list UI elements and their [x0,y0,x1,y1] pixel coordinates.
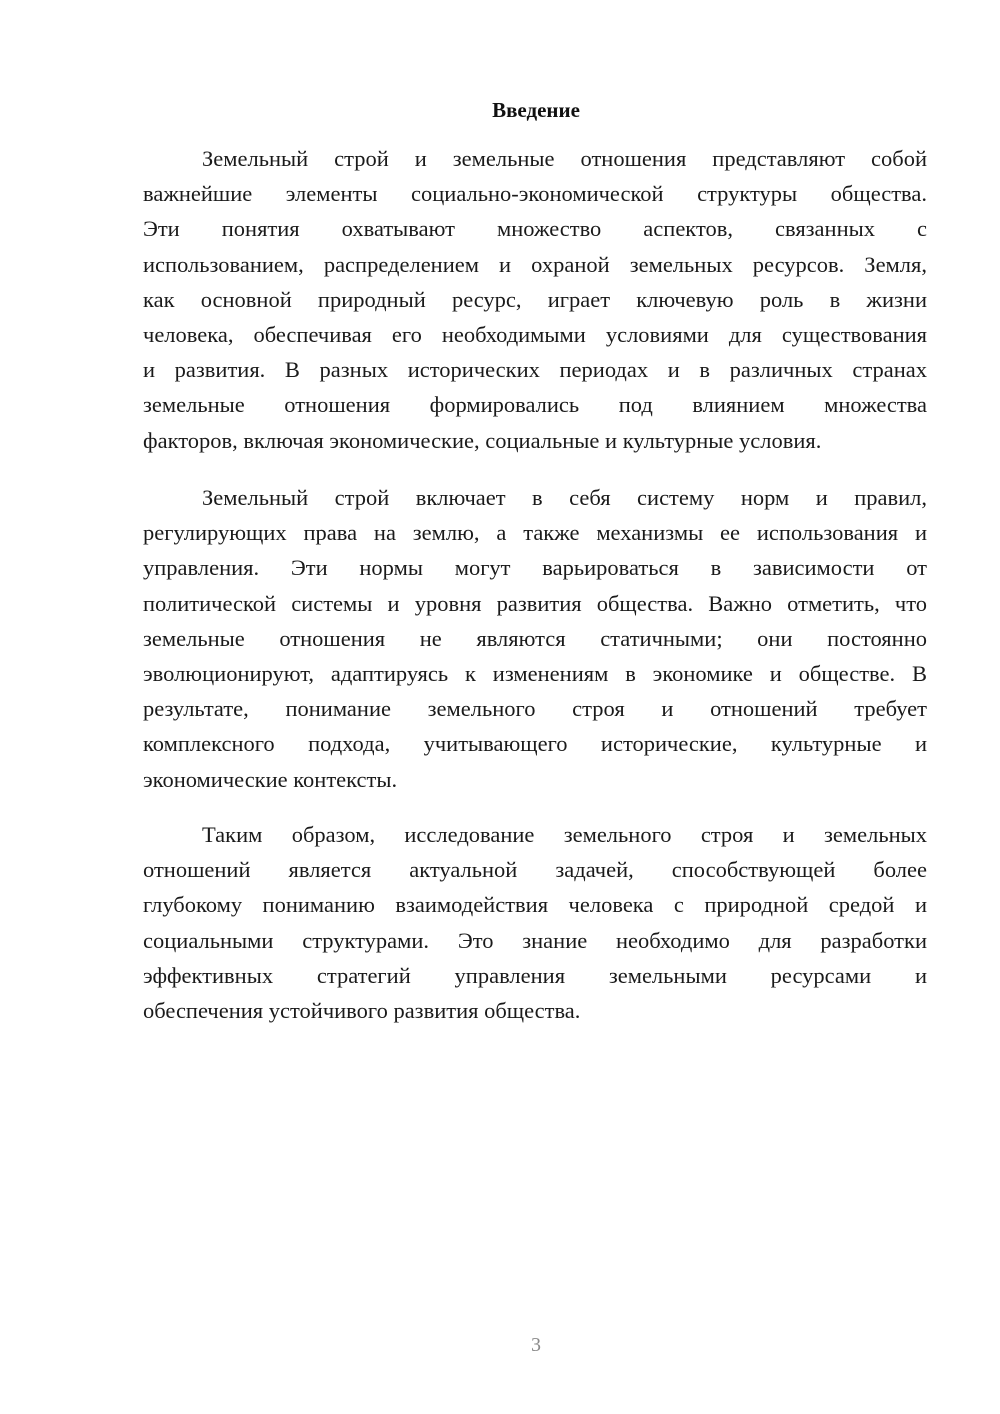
text-line: и развития. В разных исторических периодах и в различных странах [143,357,927,383]
text-line: социальными структурами. Это знание необходимо для разработки [143,927,927,953]
paragraph-1 [143,141,927,458]
paragraph-3 [143,817,927,1028]
text-line: отношений является актуальной задачей, способствующей более [143,857,927,883]
page-number: 3 [531,1334,541,1356]
text-line: земельные отношения формировались под влиянием множества [143,392,927,418]
text-line: регулирующих права на землю, а также механизмы ее использования и [143,520,927,546]
text-line: управления. Эти нормы могут варьироваться в зависимости от [143,555,927,581]
text-line: комплексного подхода, учитывающего исторические, культурные и [143,731,927,757]
text-line: Таким образом, исследование земельного строя и земельных [202,822,927,847]
text-line: важнейшие элементы социально-экономической структуры общества. [143,181,927,207]
paragraph-2 [143,480,927,797]
text-line: обеспечения устойчивого развития общества. [143,997,581,1023]
section-title: Введение [492,98,580,122]
text-line: глубокому пониманию взаимодействия человека с природной средой и [143,892,927,918]
text-line: человека, обеспечивая его необходимыми условиями для существования [143,321,927,347]
text-line: результате, понимание земельного строя и отношений требует [143,696,927,722]
text-line: эволюционируют, адаптируясь к изменениям в экономике и обществе. В [143,660,927,686]
text-line: как основной природный ресурс, играет ключевую роль в жизни [143,286,927,312]
text-line: Земельный строй и земельные отношения представляют собой [202,146,927,171]
text-line: экономические контексты. [143,766,398,792]
text-line: земельные отношения не являются статичными; они постоянно [143,625,927,651]
text-line: эффективных стратегий управления земельными ресурсами и [143,962,927,988]
text-line: использованием, распределением и охраной земельных ресурсов. Земля, [143,251,927,277]
text-line: Эти понятия охватывают множество аспектов, связанных с [143,216,927,242]
text-line: Земельный строй включает в себя систему норм и правил, [202,485,927,510]
text-line: факторов, включая экономические, социальные и культурные условия. [143,427,822,453]
text-line: политической системы и уровня развития общества. Важно отметить, что [143,590,927,616]
